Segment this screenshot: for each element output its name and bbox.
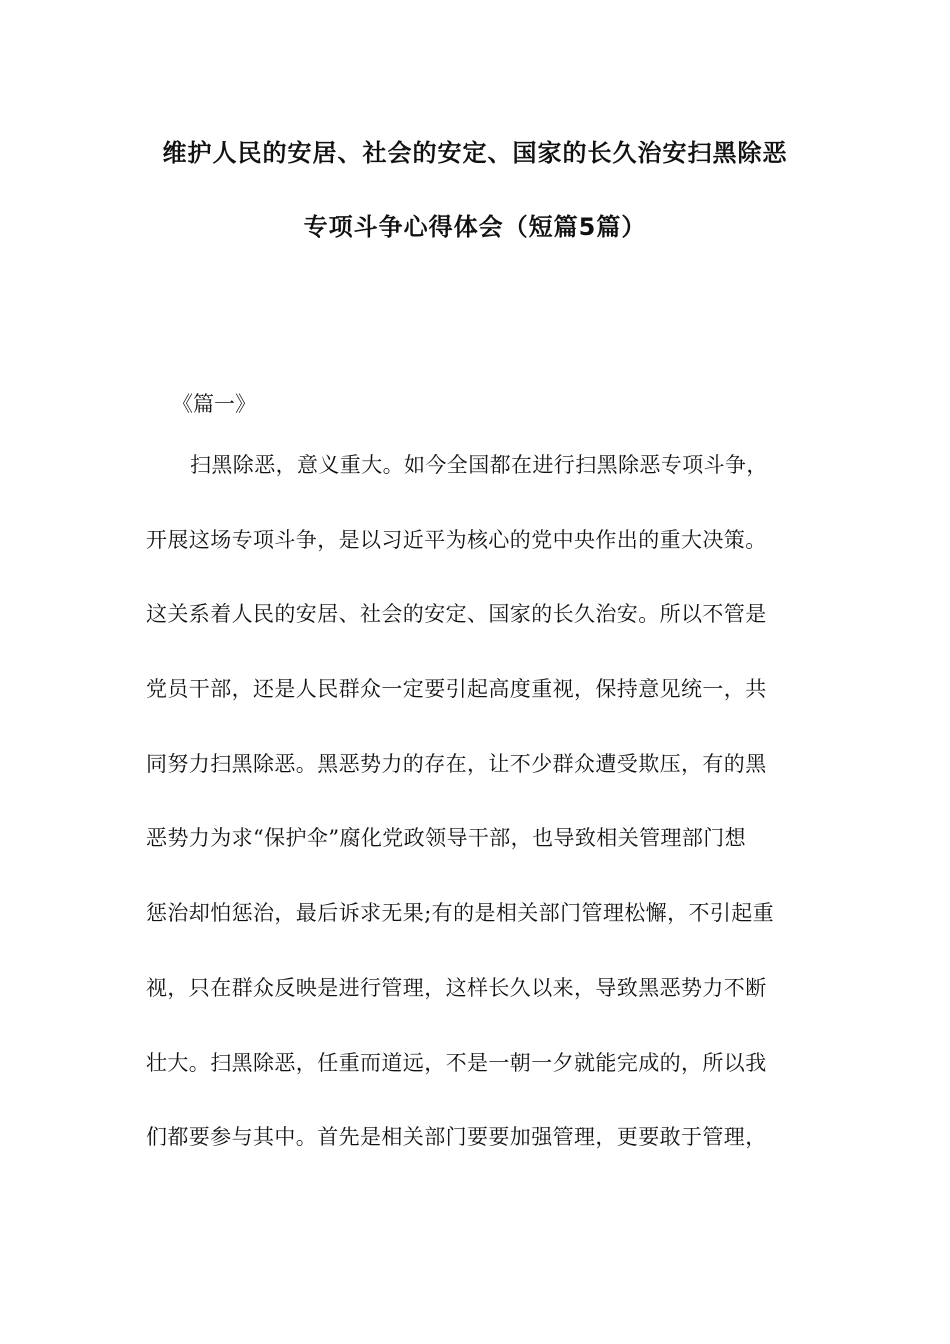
paragraph-line: 壮大。扫黑除恶，任重而道远，不是一朝一夕就能完成的，所以我 (146, 1051, 767, 1075)
document-title-line-2: 专项斗争心得体会（短篇5篇） (303, 213, 647, 241)
document-title-line-1: 维护人民的安居、社会的安定、国家的长久治安扫黑除恶 (162, 139, 788, 167)
paragraph-line: 这关系着人民的安居、社会的安定、国家的长久治安。所以不管是 (146, 602, 767, 626)
section-heading: 《篇一》 (172, 392, 256, 416)
paragraph-line: 同努力扫黑除恶。黑恶势力的存在，让不少群众遭受欺压，有的黑 (146, 752, 767, 776)
paragraph-line: 党员干部，还是人民群众一定要引起高度重视，保持意见统一，共 (146, 677, 767, 701)
paragraph-line: 视，只在群众反映是进行管理，这样长久以来，导致黑恶势力不断 (146, 976, 767, 1000)
paragraph-line: 恶势力为求“保护伞”腐化党政领导干部，也导致相关管理部门想 (146, 826, 747, 850)
paragraph-line: 惩治却怕惩治，最后诉求无果;有的是相关部门管理松懈，不引起重 (146, 901, 775, 925)
paragraph-line: 开展这场专项斗争，是以习近平为核心的党中央作出的重大决策。 (146, 528, 767, 552)
paragraph-line: 们都要参与其中。首先是相关部门要要加强管理，更要敢于管理， (146, 1125, 767, 1149)
paragraph-line: 扫黑除恶，意义重大。如今全国都在进行扫黑除恶专项斗争， (190, 453, 768, 477)
